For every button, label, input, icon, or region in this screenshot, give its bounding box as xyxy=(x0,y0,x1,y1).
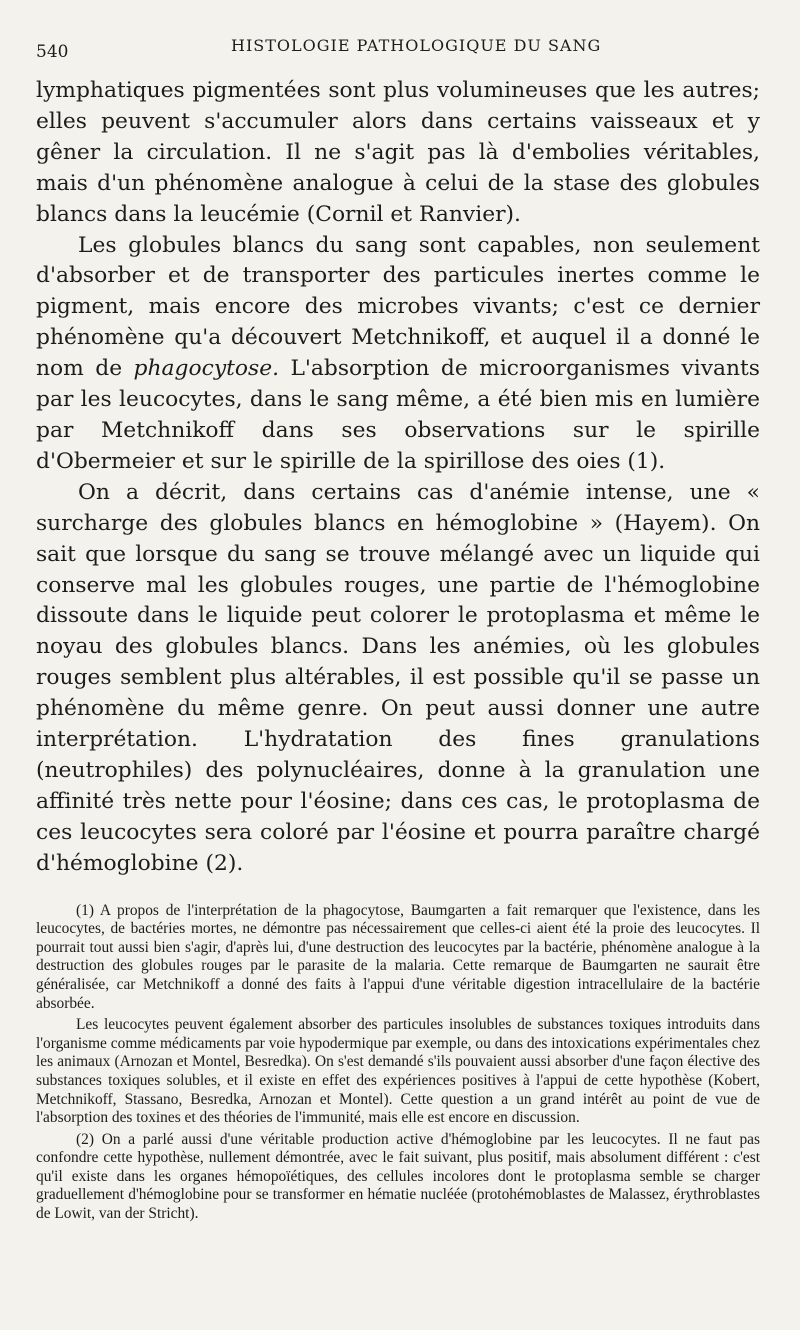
paragraph-2-part-a: Les globules blancs du sang sont capables, non seulement d'absorber et de transporter des particules inertes comme le pigment, mais encore des microbes vivants; c'est ce dernier phénomène qu'a découvert Metchnikoff, et auquel il a donné le nom de xyxy=(36,232,760,382)
footnote-2: (2) On a parlé aussi d'une véritable production active d'hémoglobine par les leucocytes. Il ne faut pas confondre cette hypothèse, nullement démontrée, avec le fait suivant, plus positif, mais absolument différent : c'est qu'il existe dans les organes hémopoïétiques, des cellules incolores dont le protoplasma semble se charger graduellement d'hémoglobine pour se transformer en hématie nucléée (protohémoblastes de Malassez, érythroblastes de Lowit, van der Stricht). xyxy=(36,1130,760,1223)
footnote-1-continued: Les leucocytes peuvent également absorber des particules insolubles de substances toxiques introduits dans l'organisme comme médicaments par voie hypodermique par exemple, ou dans des intoxications expérimentales chez les animaux (Arnozan et Montel, Besredka). On s'est demandé s'ils pouvaient aussi absorber d'une façon élective des substances toxiques solubles, et il existe en effet des expériences positives à l'appui de cette hypothèse (Kobert, Metchnikoff, Stassano, Besredka, Arnozan et Montel). Cette question a un grand intérêt au point de vue de l'absorption des toxines et des théories de l'immunité, mais elle est encore en discussion. xyxy=(36,1016,760,1127)
running-title: HISTOLOGIE PATHOLOGIQUE DU SANG xyxy=(231,36,602,55)
paragraph-2 xyxy=(36,231,760,478)
footnote-1: (1) A propos de l'interprétation de la phagocytose, Baumgarten a fait remarquer que l'existence, dans les leucocytes, de bactéries mortes, ne démontre pas nécessairement que celles-ci aient été la proie des leucocytes. Il pourrait tout aussi bien s'agir, d'après lui, d'une destruction des leucocytes par la bactérie, phénomène analogue à la destruction des globules rouges par le parasite de la malaria. Cette remarque de Baumgarten ne saurait être généralisée, car Metchnikoff a donné des faits à l'appui d'une véritable digestion intracellulaire de la bactérie absorbée. xyxy=(36,901,760,1012)
paragraph-2-part-b: L'absorption de microorganismes vivants par les leucocytes, dans le sang même, a été bien mis en lumière par Metchnikoff dans ses observations sur le spirille d'Obermeier et sur le spirille de la spirillose des oies (1). xyxy=(36,356,760,474)
footnotes xyxy=(36,902,760,1224)
paragraph-1: lymphatiques pigmentées sont plus volumineuses que les autres; elles peuvent s'accumuler alors dans certains vaisseaux et y gêner la circulation. Il ne s'agit pas là d'embolies véritables, mais d'un phénomène analogue à celui de la stase des globules blancs dans la leucémie (Cornil et Ranvier). xyxy=(36,78,760,227)
page-number: 540 xyxy=(36,42,69,62)
page-header xyxy=(36,20,760,60)
phagocytose-term: phagocytose. xyxy=(133,356,280,382)
main-text xyxy=(36,76,760,880)
paragraph-3: On a décrit, dans certains cas d'anémie intense, une « surcharge des globules blancs en hémoglobine » (Hayem). On sait que lorsque du sang se trouve mélangé avec un liquide qui conserve mal les globules rouges, une partie de l'hémoglobine dissoute dans le liquide peut colorer le protoplasma et même le noyau des globules blancs. Dans les anémies, où les globules rouges semblent plus altérables, il est possible qu'il se passe un phénomène du même genre. On peut aussi donner une autre interprétation. L'hydratation des fines granulations (neutrophiles) des polynucléaires, donne à la granulation une affinité très nette pour l'éosine; dans ces cas, le protoplasma de ces leucocytes sera coloré par l'éosine et pourra paraître chargé d'hémoglobine (2). xyxy=(36,479,760,876)
